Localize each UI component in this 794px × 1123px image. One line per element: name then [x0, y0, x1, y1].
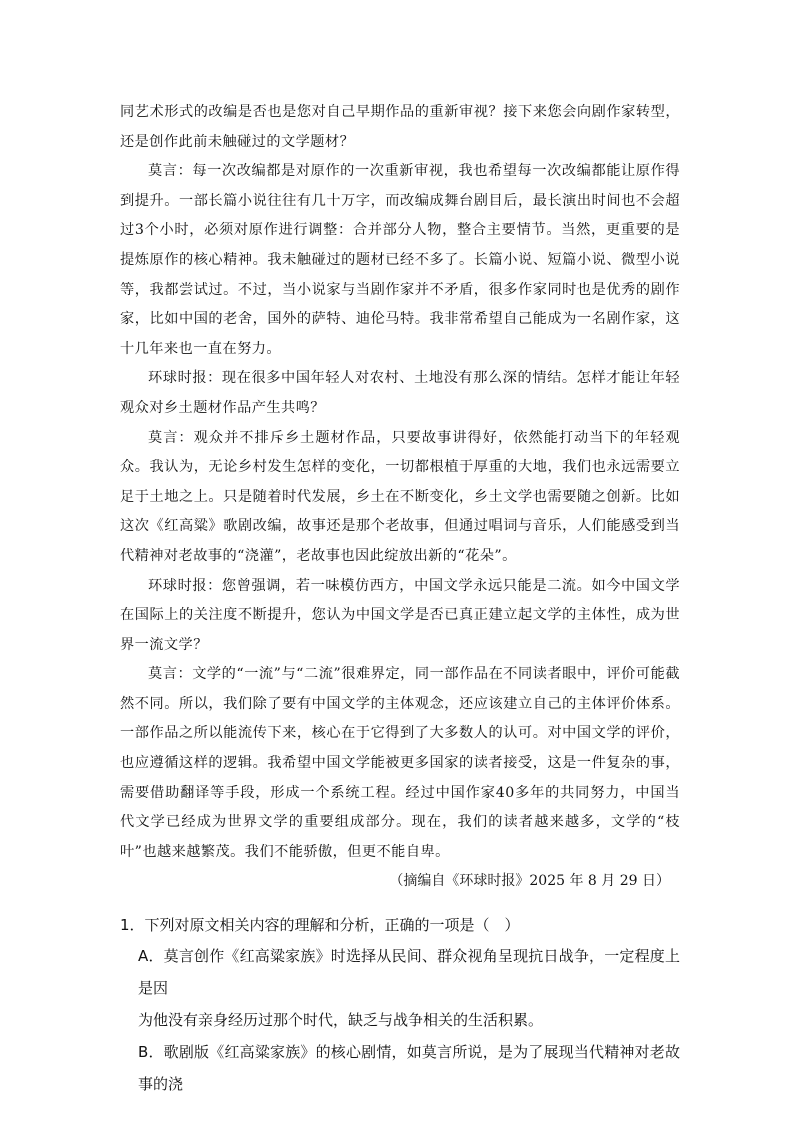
question-section [120, 910, 680, 1100]
question-1-stem: 1．下列对原文相关内容的理解和分析，正确的一项是（ ） [120, 916, 520, 934]
passage-paragraph-1: 同艺术形式的改编是否也是您对自己早期作品的重新审视？接下来您会向剧作家转型，还是创作此前未触碰过的文学题材？ [120, 104, 680, 150]
option-b-line-1: B．歌剧版《红高粱家族》的核心剧情，如莫言所说，是为了展现当代精神对老故事的浇 [138, 1043, 680, 1093]
question-1-option-b [120, 1036, 680, 1100]
passage-paragraph-4: 莫言：观众并不排斥乡土题材作品，只要故事讲得好，依然能打动当下的年轻观众。我认为，无论乡村发生怎样的变化，一切都根植于厚重的大地，我们也永远需要立足于土地之上。只是随着时代发展，乡土在不断变化，乡土文学也需要随之创新。比如这次《红高粱》歌剧改编，故事还是那个老故事，但通过唱词与音乐，人们能感受到当代精神对老故事的“浇灌”，老故事也因此绽放出新的“花朵”。 [120, 429, 680, 564]
option-a-line-1: A．莫言创作《红高粱家族》时选择从民间、群众视角呈现抗日战争，一定程度上是因 [138, 947, 680, 997]
passage-paragraph-3: 环球时报：现在很多中国年轻人对农村、土地没有那么深的情结。怎样才能让年轻观众对乡土题材作品产生共鸣？ [120, 370, 680, 416]
option-a-line-2: 为他没有亲身经历过那个时代，缺乏与战争相关的生活积累。 [138, 1011, 544, 1029]
passage-paragraph-6: 莫言：文学的“一流”与“二流”很难界定，同一部作品在不同读者眼中，评价可能截然不同。所以，我们除了要有中国文学的主体观念，还应该建立自己的主体评价体系。一部作品之所以能流传下来，核心在于它得到了大多数人的认可。对中国文学的评价，也应遵循这样的逻辑。我希望中国文学能被更多国家的读者接受，这是一件复杂的事，需要借助翻译等手段，形成一个系统工程。经过中国作家40多年的共同努力，中国当代文学已经成为世界文学的重要组成部分。现在，我们的读者越来越多，文学的“枝叶”也越来越繁茂。我们不能骄傲，但更不能自卑。 [120, 666, 680, 860]
passage [120, 98, 680, 897]
passage-paragraph-2: 莫言：每一次改编都是对原作的一次重新审视，我也希望每一次改编都能让原作得到提升。一部长篇小说往往有几十万字，而改编成舞台剧目后，最长演出时间也不会超过3个小时，必须对原作进行调整：合并部分人物，整合主要情节。当然，更重要的是提炼原作的核心精神。我未触碰过的题材已经不多了。长篇小说、短篇小说、微型小说等，我都尝试过。不过，当小说家与当剧作家并不矛盾，很多作家同时也是优秀的剧作家，比如中国的老舍，国外的萨特、迪伦马特。我非常希望自己能成为一名剧作家，这十几年来也一直在努力。 [120, 163, 680, 357]
question-1-option-a [120, 940, 680, 1036]
passage-paragraph-5: 环球时报：您曾强调，若一味模仿西方，中国文学永远只能是二流。如今中国文学在国际上的关注度不断提升，您认为中国文学是否已真正建立起文学的主体性，成为世界一流文学？ [120, 577, 680, 653]
source-citation: （摘编自《环球时报》2025 年 8 月 29 日） [389, 873, 670, 890]
